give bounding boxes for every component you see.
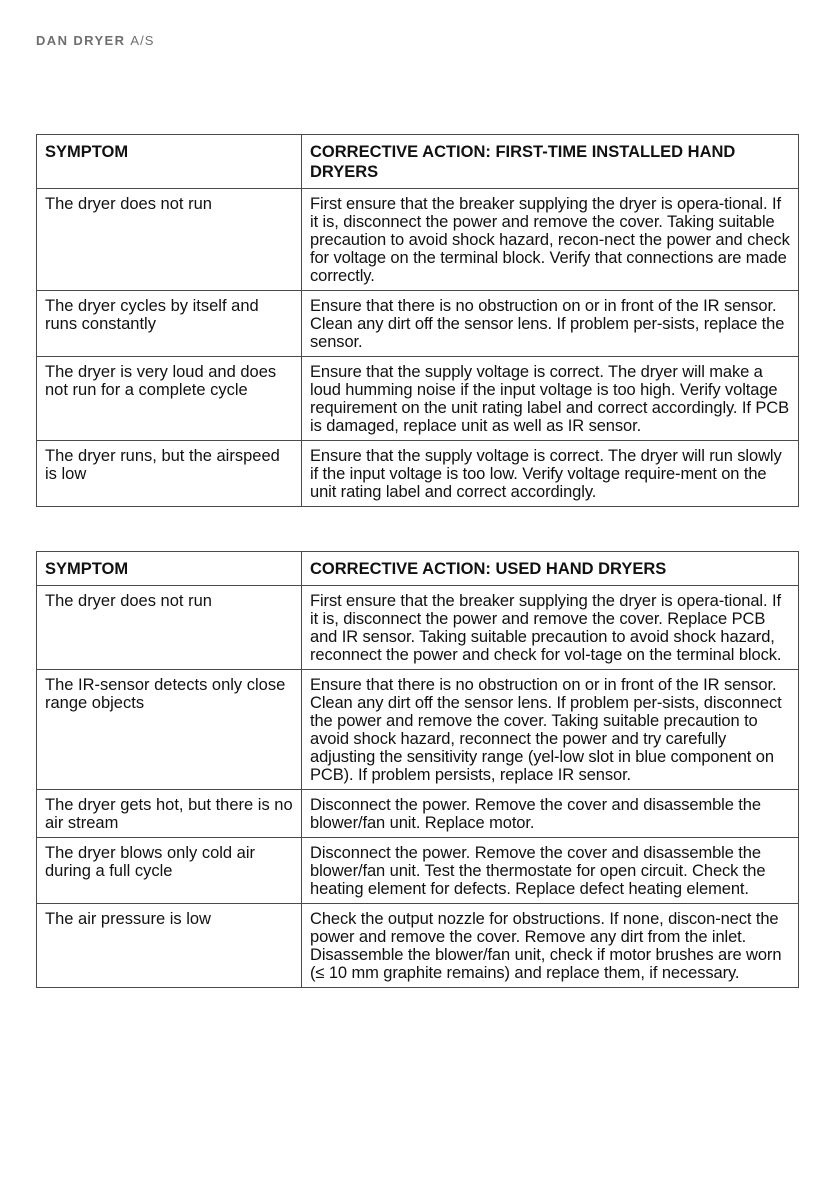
- troubleshooting-table-first-time: [36, 134, 799, 507]
- symptom-cell: The dryer cycles by itself and runs constantly: [37, 291, 302, 357]
- table-row: [37, 586, 799, 670]
- symptom-cell: The dryer gets hot, but there is no air stream: [37, 790, 302, 838]
- symptom-cell: The air pressure is low: [37, 904, 302, 988]
- corrective-action-cell: First ensure that the breaker supplying the dryer is opera-tional. If it is, disconnect the power and remove the cover. Taking suitable precaution to avoid shock hazard, recon-nect the power and check for voltage on the terminal block. Verify that connections are made correctly.: [302, 189, 799, 291]
- corrective-action-column-header: CORRECTIVE ACTION: USED HAND DRYERS: [302, 552, 799, 586]
- table-header-row: [37, 552, 799, 586]
- table-row: [37, 357, 799, 441]
- table-row: [37, 670, 799, 790]
- symptom-cell: The dryer blows only cold air during a full cycle: [37, 838, 302, 904]
- brand-name: DAN DRYER: [36, 33, 126, 48]
- troubleshooting-table-used: [36, 551, 799, 988]
- table-row: [37, 838, 799, 904]
- table-header-row: [37, 135, 799, 189]
- corrective-action-cell: Ensure that there is no obstruction on or in front of the IR sensor. Clean any dirt off the sensor lens. If problem per-sists, disconnect the power and remove the cover. Taking suitable precaution to avoid shock hazard, reconnect the power and try carefully adjusting the sensitivity range (yel-low slot in blue component on PCB). If problem persists, replace IR sensor.: [302, 670, 799, 790]
- table-row: [37, 189, 799, 291]
- symptom-cell: The dryer does not run: [37, 586, 302, 670]
- symptom-column-header: SYMPTOM: [37, 552, 302, 586]
- corrective-action-cell: First ensure that the breaker supplying the dryer is opera-tional. If it is, disconnect the power and remove the cover. Replace PCB and IR sensor. Taking suitable precaution to avoid shock hazard, reconnect the power and check for vol-tage on the terminal block.: [302, 586, 799, 670]
- symptom-cell: The dryer is very loud and does not run for a complete cycle: [37, 357, 302, 441]
- brand-suffix: A/S: [130, 33, 155, 48]
- table-row: [37, 790, 799, 838]
- symptom-cell: The dryer does not run: [37, 189, 302, 291]
- table-row: [37, 441, 799, 507]
- symptom-cell: The IR-sensor detects only close range objects: [37, 670, 302, 790]
- corrective-action-column-header: CORRECTIVE ACTION: FIRST-TIME INSTALLED HAND DRYERS: [302, 135, 799, 189]
- table-row: [37, 904, 799, 988]
- symptom-column-header: SYMPTOM: [37, 135, 302, 189]
- corrective-action-cell: Disconnect the power. Remove the cover and disassemble the blower/fan unit. Replace motor.: [302, 790, 799, 838]
- corrective-action-cell: Check the output nozzle for obstructions. If none, discon-nect the power and remove the cover. Remove any dirt from the inlet. Disassemble the blower/fan unit, check if motor brushes are worn (≤ 10 mm graphite remains) and replace them, if necessary.: [302, 904, 799, 988]
- corrective-action-cell: Ensure that there is no obstruction on or in front of the IR sensor. Clean any dirt off the sensor lens. If problem per-sists, replace the sensor.: [302, 291, 799, 357]
- symptom-cell: The dryer runs, but the airspeed is low: [37, 441, 302, 507]
- table-row: [37, 291, 799, 357]
- corrective-action-cell: Ensure that the supply voltage is correct. The dryer will run slowly if the input voltage is too low. Verify voltage require-ment on the unit rating label and correct accordingly.: [302, 441, 799, 507]
- corrective-action-cell: Ensure that the supply voltage is correct. The dryer will make a loud humming noise if the input voltage is too high. Verify voltage requirement on the unit rating label and correct accordingly. If PCB is damaged, replace unit as well as IR sensor.: [302, 357, 799, 441]
- corrective-action-cell: Disconnect the power. Remove the cover and disassemble the blower/fan unit. Test the thermostate for open circuit. Check the heating element for defects. Replace defect heating element.: [302, 838, 799, 904]
- brand-logo: [36, 33, 154, 48]
